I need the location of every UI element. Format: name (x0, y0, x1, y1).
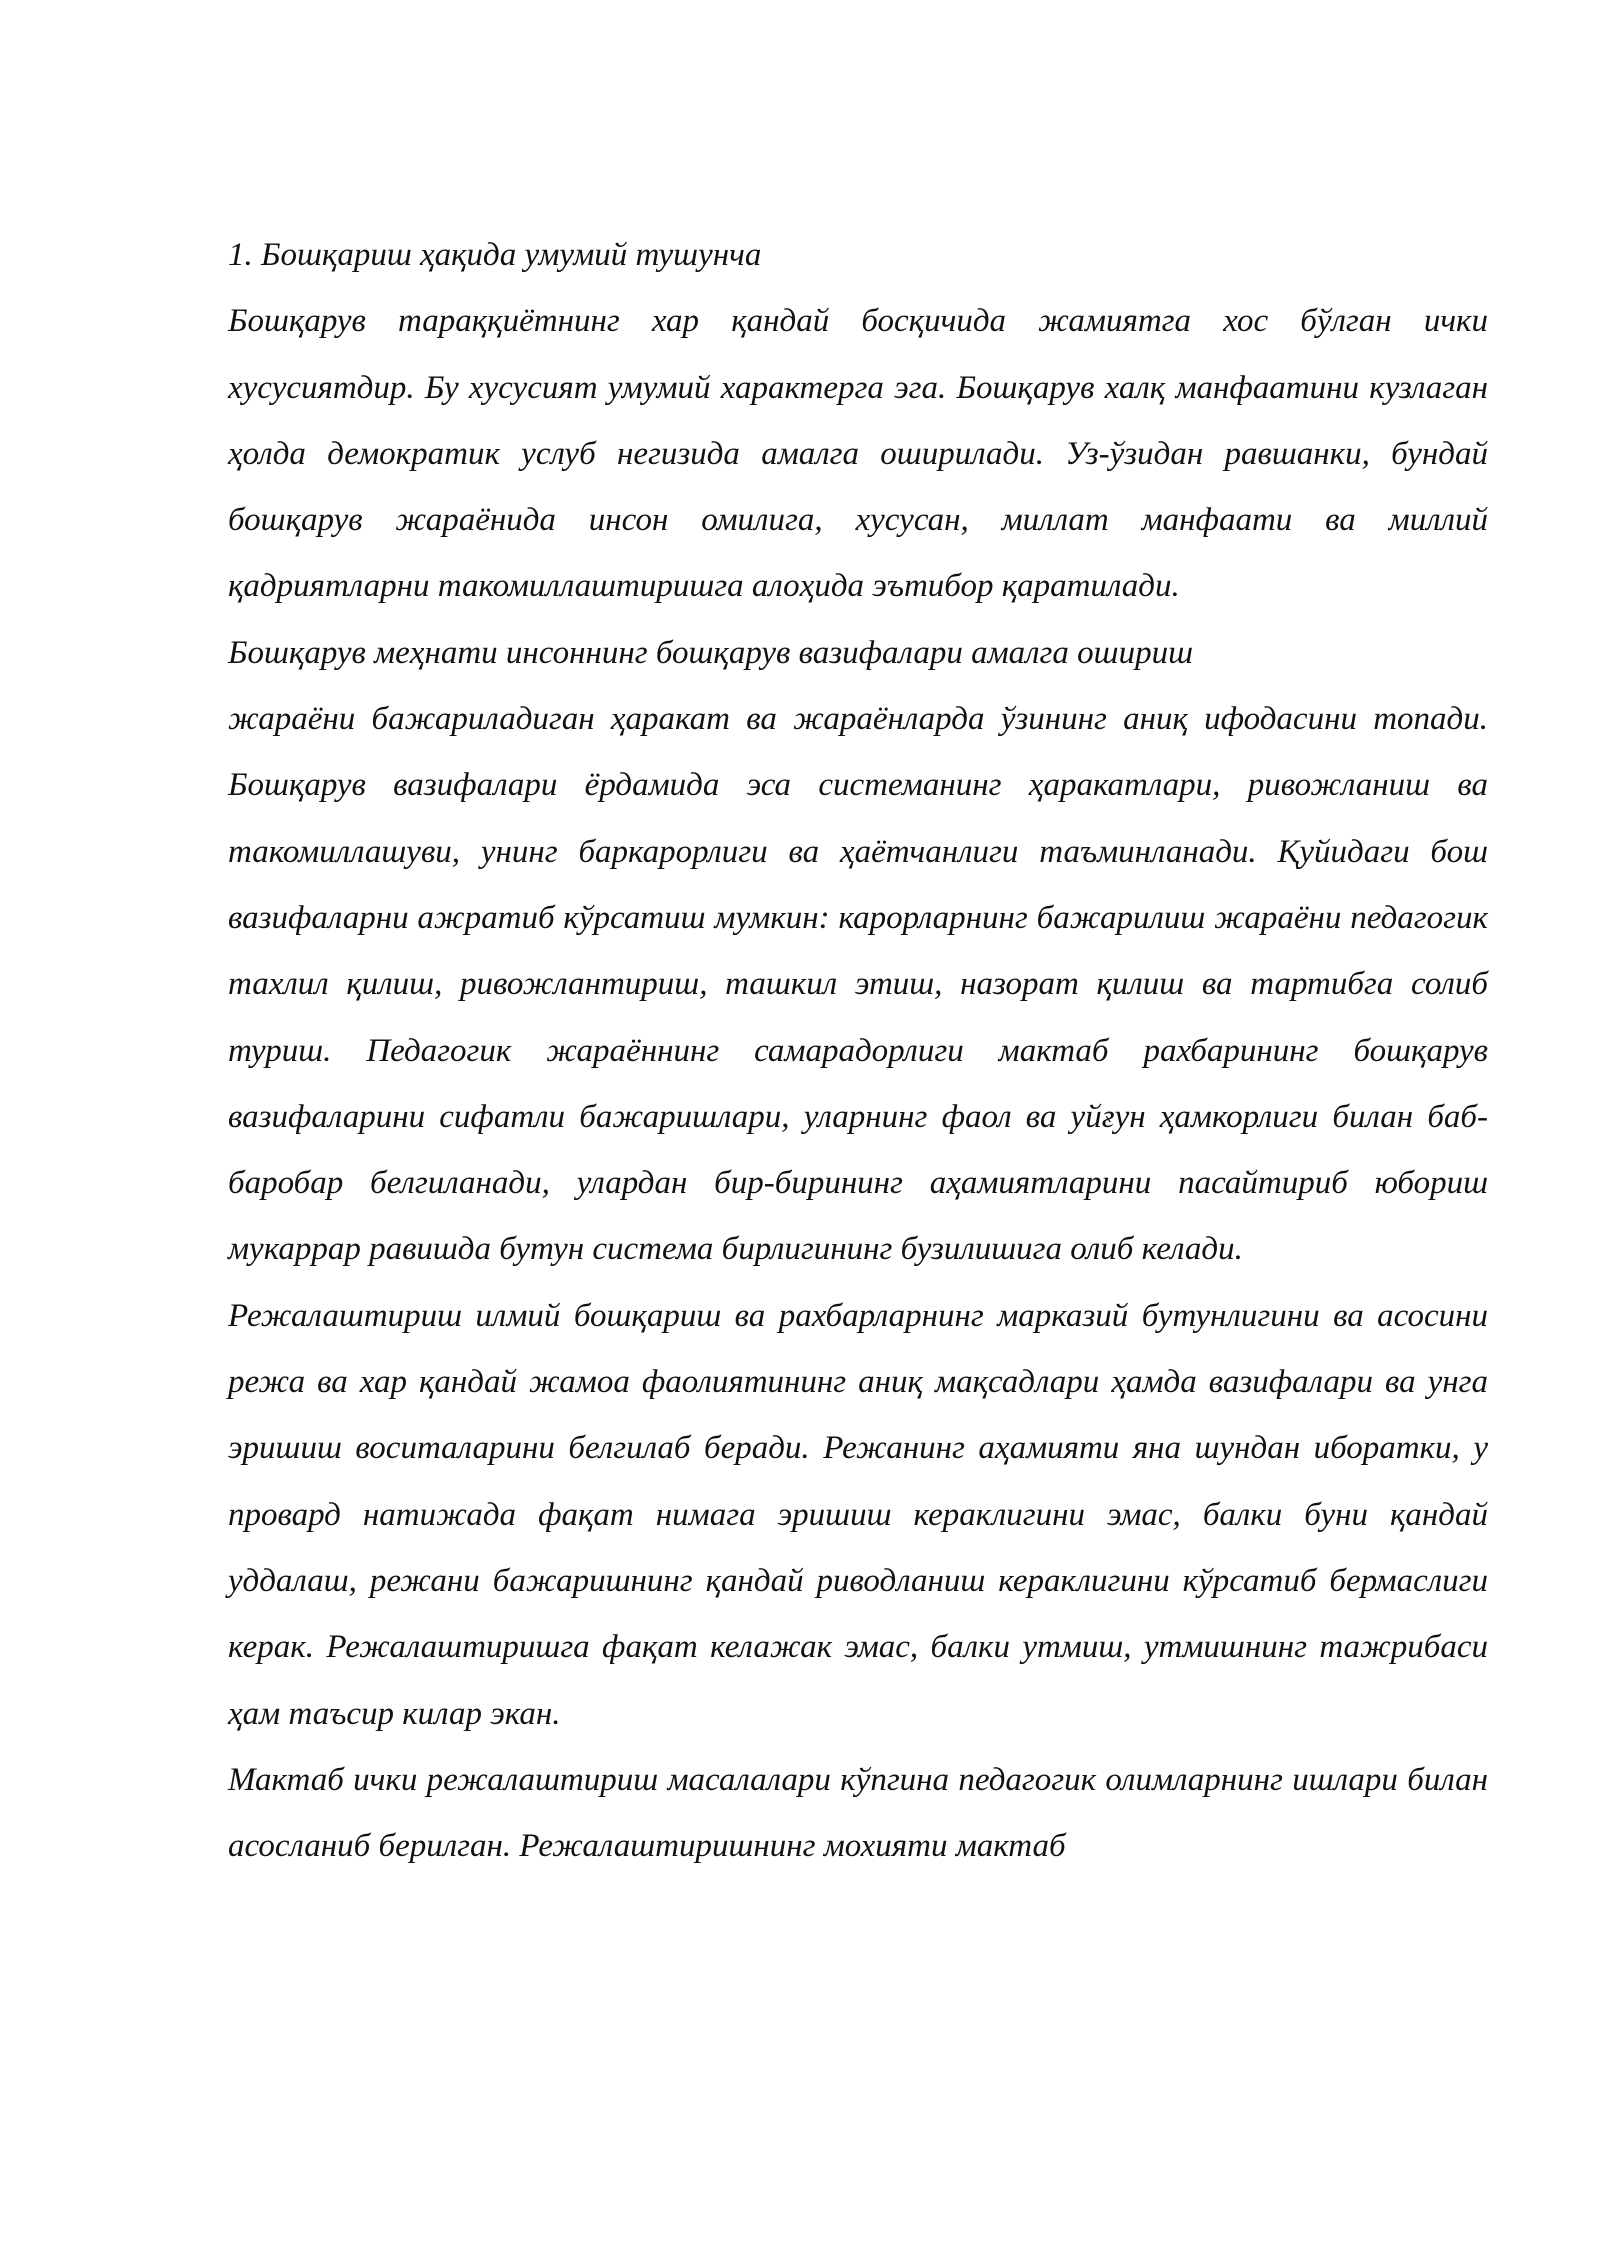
paragraph-school-planning: Мактаб ички режалаштириш масалалари кўпгина педагогик олимларнинг ишлари билан асосланиб берилган. Режалаштиришнинг мохияти мактаб (228, 1761, 1488, 1865)
paragraph-planning: Режалаштириш илмий бошқариш ва рахбарларнинг марказий бутунлигини ва асосини режа ва хар қандай жамоа фаолиятининг аниқ мақсадлари ҳамда вазифалари ва унга эришиш воситаларини белгилаб беради. Режанинг аҳамияти яна шундан иборатки, у провард натижада фақат нимага эришиш кераклигини эмас, балки буни қандай уддалаш, режани бажаришнинг қандай риводланиш кераклигини кўрсатиб бермаслиги керак. Режалаштиришга фақат келажак эмас, балки утмиш, утмишнинг тажрибаси ҳам таъсир килар экан. (228, 1297, 1488, 1732)
paragraph-management-labor: Бошқарув меҳнати инсоннинг бошқарув вазифалари амалга ошириш (228, 634, 1193, 671)
document-body (228, 222, 1488, 1879)
section-heading: 1. Бошқариш ҳақида умумий тушунча (228, 237, 762, 273)
paragraph-management-functions: жараёни бажариладиган ҳаракат ва жараёнларда ўзининг аниқ ифодасини топади. Бошқарув вазифалари ёрдамида эса системанинг ҳаракатлари, ривожланиш ва такомиллашуви, унинг баркарорлиги ва ҳаётчанлиги таъминланади. Қуйидаги бош вазифаларни ажратиб кўрсатиш мумкин: карорларнинг бажарилиш жараёни педагогик тахлил қилиш, ривожлантириш, ташкил этиш, назорат қилиш ва тартибга солиб туриш. Педагогик жараённинг самарадорлиги мактаб рахбарининг бошқарув вазифаларини сифатли бажаришлари, уларнинг фаол ва уйғун ҳамкорлиги билан баб-баробар белгиланади, улардан бир-бирининг аҳамиятларини пасайтириб юбориш мукаррар равишда бутун система бирлигининг бузилишига олиб келади. (228, 701, 1488, 1268)
paragraph-management-intro: Бошқарув тараққиётнинг хар қандай босқичида жамиятга хос бўлган ички хусусиятдир. Бу хусусият умумий характерга эга. Бошқарув халқ манфаатини кузлаган ҳолда демократик услуб негизида амалга оширилади. Уз-ўзидан равшанки, бундай бошқарув жараёнида инсон омилига, хусусан, миллат манфаати ва миллий қадриятларни такомиллаштиришга алоҳида эътибор қаратилади. (228, 303, 1488, 605)
